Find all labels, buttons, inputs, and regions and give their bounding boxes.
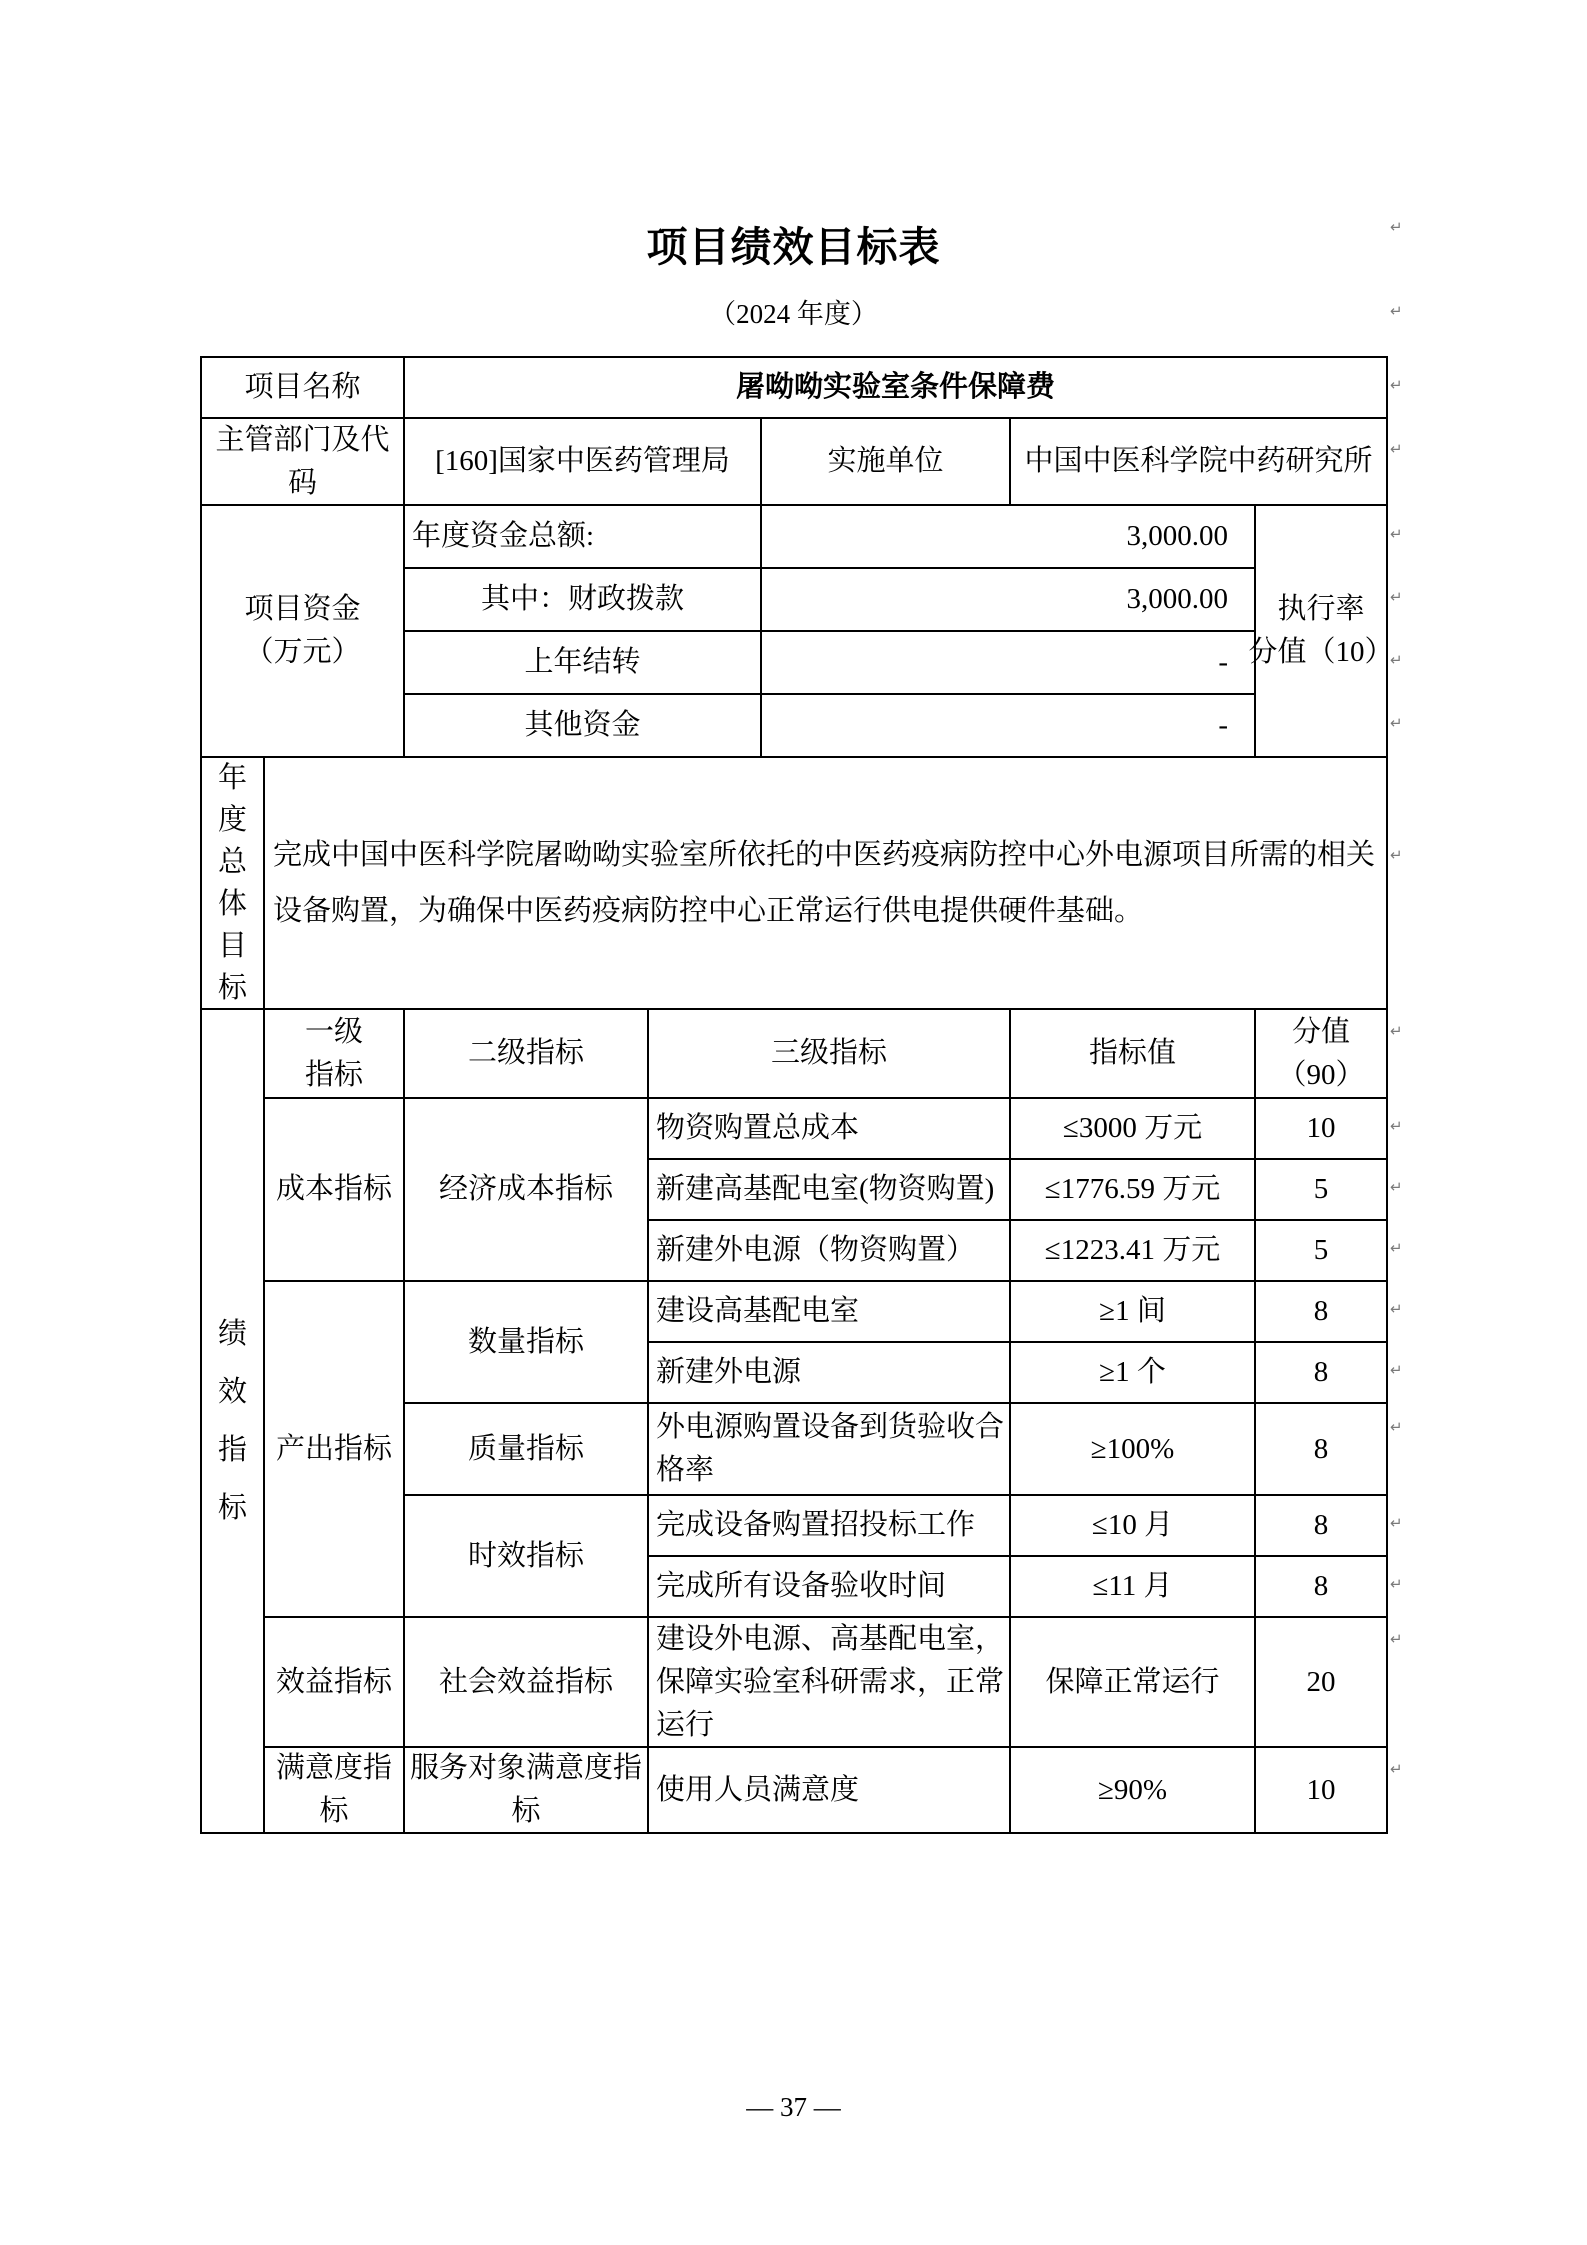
indicator-value: ≥1 间 bbox=[1011, 1282, 1256, 1343]
return-mark-icon: ↵ bbox=[1390, 1630, 1403, 1648]
indicators-section-label-text: 绩效指标 bbox=[217, 1318, 247, 1524]
return-mark-icon: ↵ bbox=[1390, 440, 1403, 458]
return-mark-icon: ↵ bbox=[1390, 376, 1403, 394]
dept-value: [160]国家中医药管理局 bbox=[405, 419, 762, 506]
return-mark-icon: ↵ bbox=[1390, 1300, 1403, 1318]
annual-goal-text bbox=[265, 758, 1388, 1010]
header-score bbox=[1256, 1010, 1388, 1099]
level1-satisfaction bbox=[265, 1748, 405, 1834]
indicator-value: ≥100% bbox=[1011, 1404, 1256, 1496]
dept-label bbox=[202, 419, 405, 506]
indicator-score: 8 bbox=[1256, 1282, 1388, 1343]
return-mark-icon: ↵ bbox=[1390, 1178, 1403, 1196]
header-score-line2: （90） bbox=[1277, 1058, 1365, 1091]
level2-quality: 质量指标 bbox=[405, 1404, 649, 1496]
annual-goal-line1: 完成中国中医科学院屠呦呦实验室所依托的中医药疫病防控中心外电源项目所需的相关 bbox=[273, 839, 1376, 871]
funding-row-value: 3,000.00 bbox=[762, 569, 1256, 632]
return-mark-icon: ↵ bbox=[1390, 1239, 1403, 1257]
annual-goal-label-text: 年度总体目标 bbox=[217, 762, 247, 1004]
return-mark-icon: ↵ bbox=[1390, 1022, 1403, 1040]
indicator-score: 8 bbox=[1256, 1404, 1388, 1496]
level2-quantity: 数量指标 bbox=[405, 1282, 649, 1404]
header-level3: 三级指标 bbox=[649, 1010, 1011, 1099]
return-mark-icon: ↵ bbox=[1390, 525, 1403, 543]
exec-rate-line1: 执行率 bbox=[1277, 593, 1365, 625]
annual-goal-line2: 设备购置，为确保中医药疫病防控中心正常运行供电提供硬件基础。 bbox=[273, 895, 1144, 927]
indicator-value: ≤3000 万元 bbox=[1011, 1099, 1256, 1160]
indicator-score: 20 bbox=[1256, 1618, 1388, 1748]
level3-indicator: 物资购置总成本 bbox=[649, 1099, 1011, 1160]
service-line1: 服务对象满意度指 bbox=[409, 1752, 642, 1784]
exec-rate-score-label bbox=[1248, 506, 1394, 758]
funding-label-line2: （万元） bbox=[244, 636, 361, 668]
indicator-score: 10 bbox=[1256, 1099, 1388, 1160]
return-mark-icon: ↵ bbox=[1390, 714, 1403, 732]
satisfaction-line1: 满意度指 bbox=[275, 1752, 392, 1784]
level3-indicator: 新建外电源（物资购置） bbox=[649, 1221, 1011, 1282]
indicator-score: 5 bbox=[1256, 1221, 1388, 1282]
return-mark-icon: ↵ bbox=[1390, 1361, 1403, 1379]
level2-social: 社会效益指标 bbox=[405, 1618, 649, 1748]
level3-indicator bbox=[649, 1404, 1011, 1496]
level3-line2: 格率 bbox=[656, 1454, 715, 1486]
funding-row-label: 年度资金总额: bbox=[405, 506, 762, 569]
satisfaction-line2: 标 bbox=[319, 1795, 349, 1827]
level3-indicator: 完成设备购置招投标工作 bbox=[649, 1496, 1011, 1557]
return-mark-icon: ↵ bbox=[1390, 1575, 1403, 1593]
funding-row-value: 3,000.00 bbox=[762, 506, 1256, 569]
indicator-value: ≥1 个 bbox=[1011, 1343, 1256, 1404]
funding-label-line1: 项目资金 bbox=[244, 593, 361, 625]
level3-line1: 建设外电源、高基配电室， bbox=[656, 1622, 1005, 1655]
indicator-value: ≤11 月 bbox=[1011, 1557, 1256, 1618]
page-number: — 37 — bbox=[746, 2092, 841, 2122]
page-subtitle: （2024 年度） bbox=[709, 299, 878, 329]
service-line2: 标 bbox=[511, 1795, 541, 1827]
return-mark-icon: ↵ bbox=[1390, 218, 1403, 236]
level3-indicator bbox=[649, 1618, 1011, 1748]
header-level2: 二级指标 bbox=[405, 1010, 649, 1099]
indicator-score: 8 bbox=[1256, 1343, 1388, 1404]
page-title: 项目绩效目标表 bbox=[646, 224, 941, 270]
funding-row-label: 上年结转 bbox=[405, 632, 762, 695]
level1-output: 产出指标 bbox=[265, 1282, 405, 1618]
level3-line2: 保障实验室科研需求，正常 bbox=[656, 1665, 1005, 1698]
funding-section-label bbox=[202, 506, 405, 758]
header-level1-line1: 一级 bbox=[304, 1015, 363, 1048]
header-score-line1: 分值 bbox=[1291, 1015, 1350, 1048]
level2-service bbox=[405, 1748, 649, 1834]
return-mark-icon: ↵ bbox=[1390, 846, 1403, 864]
indicator-value: 保障正常运行 bbox=[1011, 1618, 1256, 1748]
indicator-score: 10 bbox=[1256, 1748, 1388, 1834]
level1-cost: 成本指标 bbox=[265, 1099, 405, 1282]
return-mark-icon: ↵ bbox=[1390, 1514, 1403, 1532]
return-mark-icon: ↵ bbox=[1390, 1117, 1403, 1135]
funding-row-value: - bbox=[762, 632, 1256, 695]
performance-target-table bbox=[200, 356, 1394, 1834]
level3-indicator: 建设高基配电室 bbox=[649, 1282, 1011, 1343]
return-mark-icon: ↵ bbox=[1390, 1760, 1403, 1778]
level3-indicator: 使用人员满意度 bbox=[649, 1748, 1011, 1834]
return-mark-icon: ↵ bbox=[1390, 651, 1403, 669]
impl-unit-value: 中国中医科学院中药研究所 bbox=[1011, 419, 1388, 506]
level3-indicator: 新建高基配电室(物资购置) bbox=[649, 1160, 1011, 1221]
project-name-value: 屠呦呦实验室条件保障费 bbox=[405, 358, 1388, 419]
dept-label-line1: 主管部门及代 bbox=[215, 423, 390, 456]
level3-indicator: 完成所有设备验收时间 bbox=[649, 1557, 1011, 1618]
return-mark-icon: ↵ bbox=[1390, 588, 1403, 606]
level3-line1: 外电源购置设备到货验收合 bbox=[656, 1411, 1005, 1443]
return-mark-icon: ↵ bbox=[1390, 302, 1403, 320]
header-level1-line2: 指标 bbox=[304, 1058, 363, 1091]
indicators-section-label bbox=[202, 1010, 265, 1834]
level3-indicator: 新建外电源 bbox=[649, 1343, 1011, 1404]
dept-label-line2: 码 bbox=[287, 466, 317, 499]
header-level1 bbox=[265, 1010, 405, 1099]
level2-timeliness: 时效指标 bbox=[405, 1496, 649, 1618]
indicator-score: 8 bbox=[1256, 1557, 1388, 1618]
indicator-value: ≤1223.41 万元 bbox=[1011, 1221, 1256, 1282]
project-name-label: 项目名称 bbox=[202, 358, 405, 419]
level3-line3: 运行 bbox=[656, 1708, 715, 1741]
impl-unit-label: 实施单位 bbox=[762, 419, 1011, 506]
level1-benefit: 效益指标 bbox=[265, 1618, 405, 1748]
indicator-value: ≤10 月 bbox=[1011, 1496, 1256, 1557]
indicator-score: 5 bbox=[1256, 1160, 1388, 1221]
return-mark-icon: ↵ bbox=[1390, 1418, 1403, 1436]
indicator-value: ≥90% bbox=[1011, 1748, 1256, 1834]
level2-economic: 经济成本指标 bbox=[405, 1099, 649, 1282]
indicator-score: 8 bbox=[1256, 1496, 1388, 1557]
funding-row-value: - bbox=[762, 695, 1256, 758]
header-value: 指标值 bbox=[1011, 1010, 1256, 1099]
funding-row-label: 其中：财政拨款 bbox=[405, 569, 762, 632]
annual-goal-label bbox=[202, 758, 265, 1010]
funding-row-label: 其他资金 bbox=[405, 695, 762, 758]
exec-rate-line2: 分值（10） bbox=[1248, 636, 1394, 668]
indicator-value: ≤1776.59 万元 bbox=[1011, 1160, 1256, 1221]
